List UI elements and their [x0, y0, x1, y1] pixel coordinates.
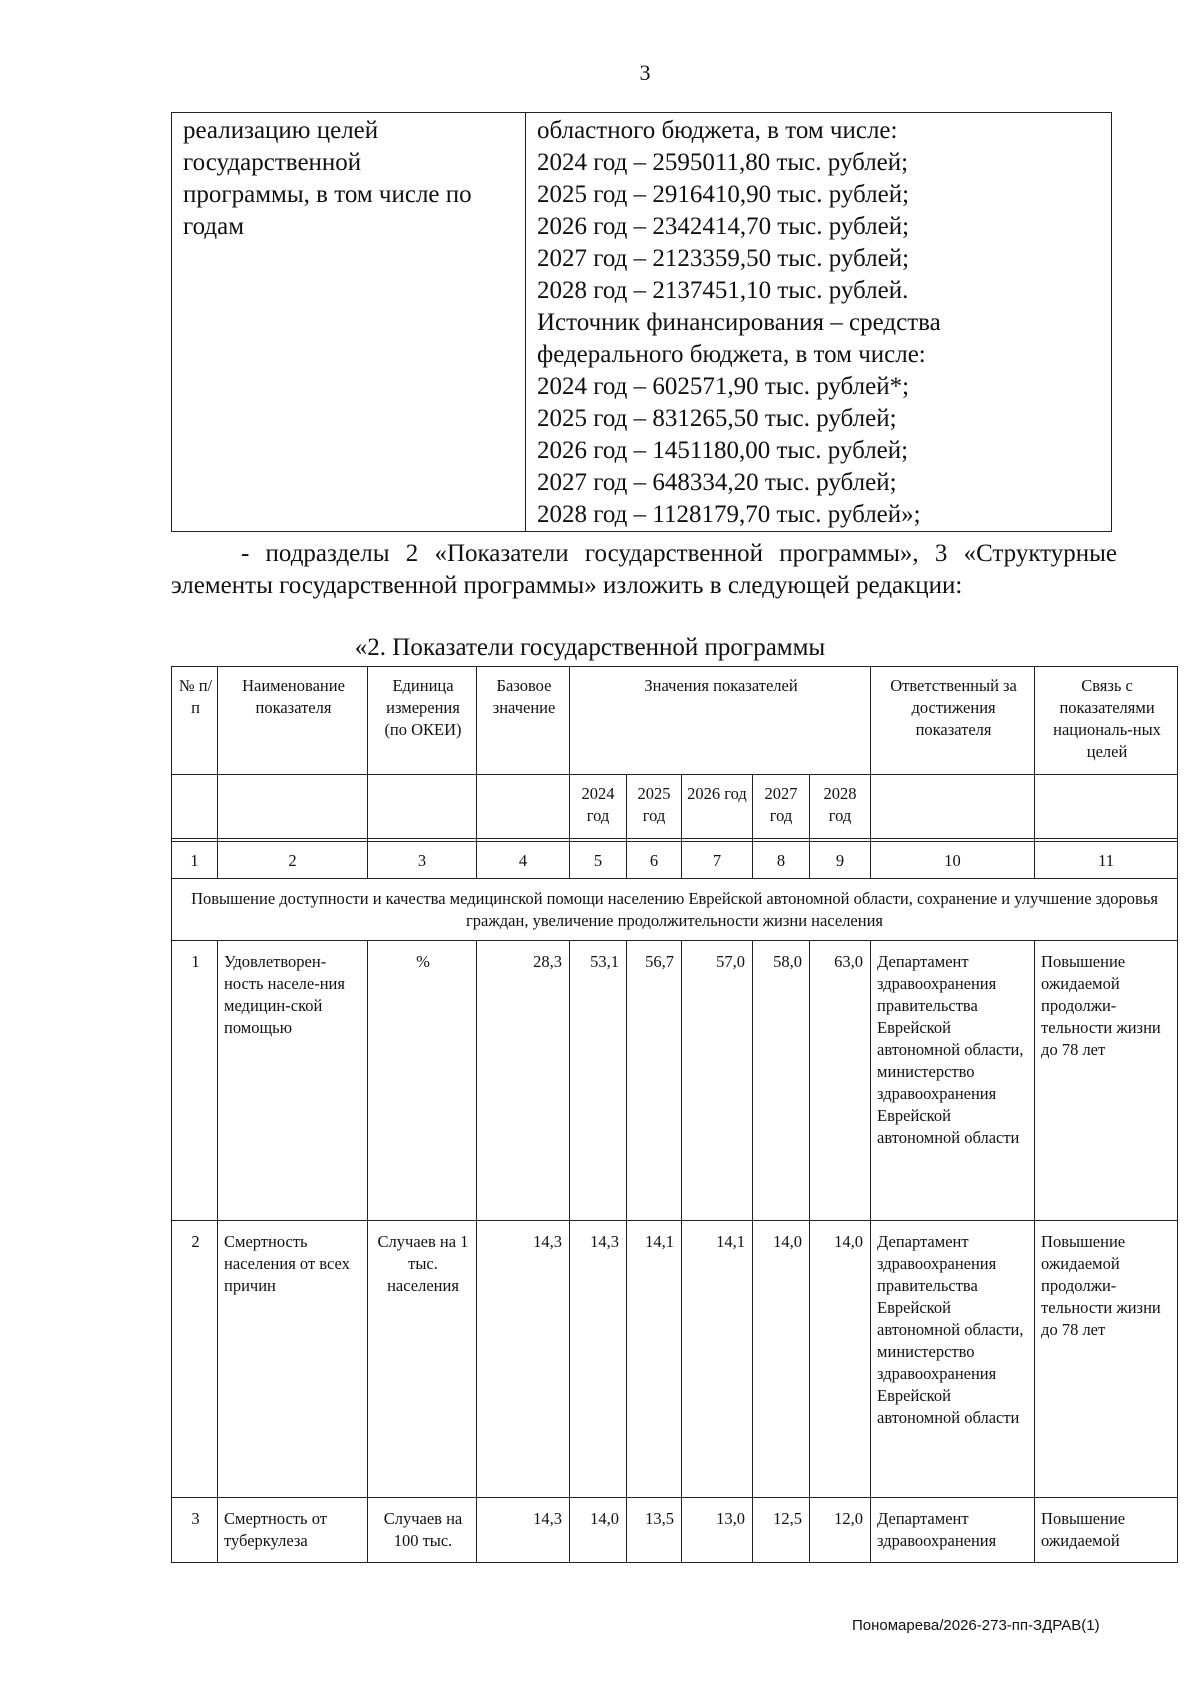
row-value-2024: 53,1	[570, 941, 627, 1221]
row-base: 14,3	[477, 1498, 570, 1563]
funding-value-line: 2028 год – 1128179,70 тыс. рублей»;	[537, 501, 921, 528]
row-link: Повышение ожидаемой	[1035, 1498, 1178, 1563]
column-number: 5	[570, 842, 627, 879]
section-title-text: «2. Показатели государственной программы	[354, 634, 826, 661]
row-name: Удовлетворен-ность населе-ния медицин-ской помощью	[218, 941, 368, 1221]
header-year: 2024 год	[570, 775, 627, 839]
row-value-2028: 63,0	[810, 941, 871, 1221]
header-values: Значения показателей	[570, 667, 871, 775]
funding-label-line: реализацию целей	[183, 117, 379, 144]
page-number: 3	[639, 60, 651, 85]
column-number: 7	[682, 842, 753, 879]
empty-cell	[477, 775, 570, 839]
column-number: 10	[871, 842, 1035, 879]
row-unit: Случаев на 100 тыс.	[368, 1498, 477, 1563]
column-number: 8	[753, 842, 810, 879]
header-year: 2025 год	[627, 775, 682, 839]
empty-cell	[871, 775, 1035, 839]
row-link: Повышение ожидаемой продолжи-тельности жизни до 78 лет	[1035, 941, 1178, 1221]
row-link: Повышение ожидаемой продолжи-тельности жизни до 78 лет	[1035, 1221, 1178, 1498]
row-unit: Случаев на 1 тыс. населения	[368, 1221, 477, 1498]
indicators-table	[171, 666, 1178, 1563]
column-number: 2	[218, 842, 368, 879]
column-number: 3	[368, 842, 477, 879]
empty-cell	[172, 775, 218, 839]
column-number: 1	[172, 842, 218, 879]
column-number: 6	[627, 842, 682, 879]
column-number: 4	[477, 842, 570, 879]
funding-value-cell	[526, 113, 1112, 532]
funding-label-cell	[172, 113, 526, 532]
column-number: 9	[810, 842, 871, 879]
header-num: № п/п	[172, 667, 218, 775]
column-number: 11	[1035, 842, 1178, 879]
funding-value-line: 2027 год – 648334,20 тыс. рублей;	[537, 469, 897, 496]
row-value-2028: 14,0	[810, 1221, 871, 1498]
row-responsible: Департамент здравоохранения правительства Еврейской автономной области, министерство здравоохранения Еврейской автономной области	[871, 941, 1035, 1221]
header-name: Наименование показателя	[218, 667, 368, 775]
row-base: 14,3	[477, 1221, 570, 1498]
row-num: 1	[172, 941, 218, 1221]
row-value-2024: 14,0	[570, 1498, 627, 1563]
row-name: Смертность населения от всех причин	[218, 1221, 368, 1498]
funding-value-line: 2026 год – 1451180,00 тыс. рублей;	[537, 437, 909, 464]
row-value-2027: 12,5	[753, 1498, 810, 1563]
table-row	[172, 941, 1178, 1221]
empty-cell	[368, 775, 477, 839]
row-base: 28,3	[477, 941, 570, 1221]
table-row	[172, 1221, 1178, 1498]
funding-value-line: областного бюджета, в том числе:	[537, 117, 898, 144]
goal-text: Повышение доступности и качества медицинской помощи населению Еврейской автономной области, сохранение и улучшение здоровья граждан, увеличение продолжительности жизни населения	[172, 879, 1178, 941]
footer-reference: Пономарева/2026-273-пп-ЗДРАВ(1)	[852, 1617, 1100, 1634]
funding-value-line: федерального бюджета, в том числе:	[537, 341, 926, 368]
empty-cell	[1035, 775, 1178, 839]
row-value-2026: 13,0	[682, 1498, 753, 1563]
header-base: Базовое значение	[477, 667, 570, 775]
row-value-2025: 14,1	[627, 1221, 682, 1498]
row-value-2026: 57,0	[682, 941, 753, 1221]
header-year: 2026 год	[682, 775, 753, 839]
funding-label-line: государственной	[183, 149, 362, 176]
funding-value-line: 2025 год – 831265,50 тыс. рублей;	[537, 405, 897, 432]
funding-label-line: программы, в том числе по	[183, 181, 472, 208]
row-value-2025: 13,5	[627, 1498, 682, 1563]
row-value-2025: 56,7	[627, 941, 682, 1221]
row-num: 2	[172, 1221, 218, 1498]
section-title	[0, 632, 1200, 664]
row-value-2027: 14,0	[753, 1221, 810, 1498]
header-link: Связь с показателями националь-ных целей	[1035, 667, 1178, 775]
instruction-text: - подразделы 2 «Показатели государственной программы», 3 «Структурные элементы государственной программы» изложить в следующей редакции:	[171, 540, 1117, 599]
header-year: 2028 год	[810, 775, 871, 839]
row-value-2026: 14,1	[682, 1221, 753, 1498]
funding-value-line: 2024 год – 2595011,80 тыс. рублей;	[537, 149, 909, 176]
table-row	[172, 1498, 1178, 1563]
row-unit: %	[368, 941, 477, 1221]
header-year: 2027 год	[753, 775, 810, 839]
funding-value-line: Источник финансирования – средства	[537, 309, 941, 336]
funding-label-line: годам	[183, 213, 245, 240]
row-name: Смертность от туберкулеза	[218, 1498, 368, 1563]
funding-value-line: 2024 год – 602571,90 тыс. рублей*;	[537, 373, 910, 400]
row-responsible: Департамент здравоохранения правительства Еврейской автономной области, министерство здравоохранения Еврейской автономной области	[871, 1221, 1035, 1498]
row-value-2028: 12,0	[810, 1498, 871, 1563]
funding-value-line: 2028 год – 2137451,10 тыс. рублей.	[537, 277, 909, 304]
header-unit: Единица измерения (по ОКЕИ)	[368, 667, 477, 775]
empty-cell	[218, 775, 368, 839]
row-value-2024: 14,3	[570, 1221, 627, 1498]
row-value-2027: 58,0	[753, 941, 810, 1221]
instruction-paragraph	[171, 538, 1117, 602]
funding-value-line: 2025 год – 2916410,90 тыс. рублей;	[537, 181, 910, 208]
funding-value-line: 2026 год – 2342414,70 тыс. рублей;	[537, 213, 910, 240]
row-responsible: Департамент здравоохранения	[871, 1498, 1035, 1563]
funding-table	[171, 112, 1112, 532]
funding-value-line: 2027 год – 2123359,50 тыс. рублей;	[537, 245, 910, 272]
row-num: 3	[172, 1498, 218, 1563]
header-responsible: Ответственный за достижения показателя	[871, 667, 1035, 775]
